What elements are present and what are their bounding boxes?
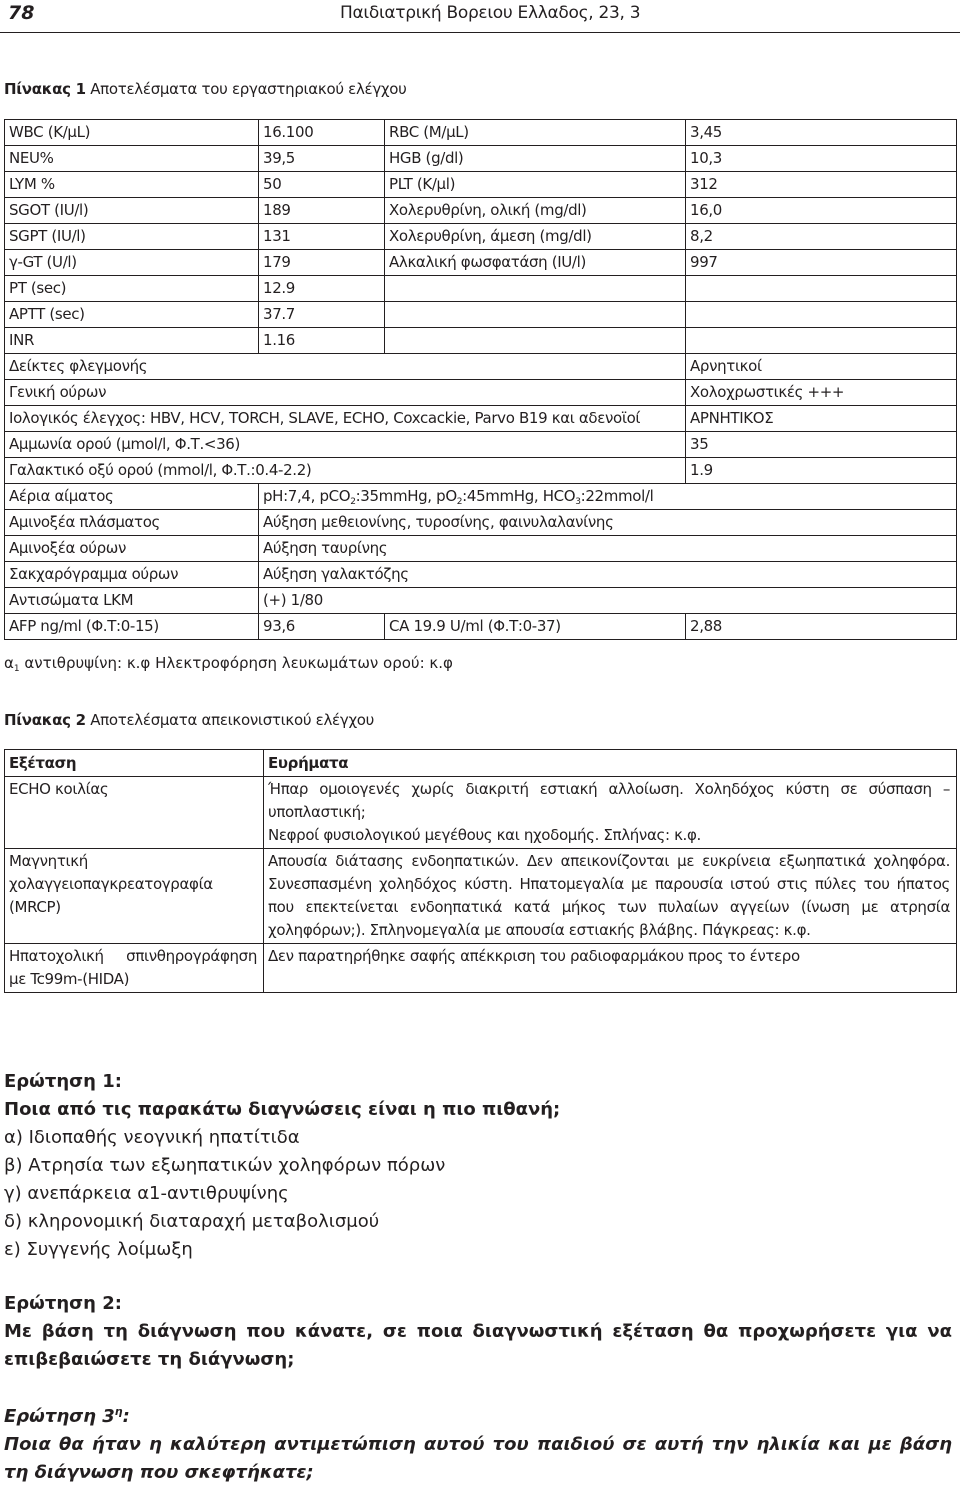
table-cell: 39,5 [259,146,385,172]
question-1-options [4,1124,952,1264]
table-cell: Χολερυθρίνη, ολική (mg/dl) [385,198,686,224]
table-cell: 35 [686,432,957,458]
table-row [5,302,957,328]
table-row [5,510,957,536]
blood-gas-values: pH:7,4, pCO$_2$:35mmHg, $pO_2:45mmHg$, $HCO_3:22mmol/l$ [259,484,957,510]
table-row [5,944,957,993]
page-number: 78 [8,2,35,24]
table-row [5,484,957,510]
table-cell: Αύξηση μεθειονίνης, τυροσίνης, φαινυλαλανίνης [259,510,957,536]
table-cell: Αμινοξέα ούρων [5,536,259,562]
table-cell: Αύξηση γαλακτόζης [259,562,957,588]
empty-cell [385,276,686,302]
table-row [5,614,957,640]
table-cell: SGPT (IU/l) [5,224,259,250]
question-1-text: Ποια από τις παρακάτω διαγνώσεις είναι η πιο πιθανή; [4,1099,561,1120]
table-cell: Αλκαλική φωσφατάση (IU/l) [385,250,686,276]
table-cell: 312 [686,172,957,198]
table-row [5,562,957,588]
table-row [5,250,957,276]
table1-caption-text: Αποτελέσματα του εργαστηριακού ελέγχου [85,80,407,98]
table-row [5,198,957,224]
table-cell: 179 [259,250,385,276]
table-cell: Ιολογικός έλεγχος: HBV, HCV, TORCH, SLAVE, ECHO, Coxcackie, Parvo B19 και αδενοϊοί [5,406,686,432]
table-cell: 8,2 [686,224,957,250]
table-cell: 997 [686,250,957,276]
table-cell: Γενική ούρων [5,380,686,406]
table-cell: Γαλακτικό οξύ ορού (mmol/l, Φ.Τ.:0.4-2.2) [5,458,686,484]
table-cell: 37.7 [259,302,385,328]
table-cell: γ-GT (U/l) [5,250,259,276]
question-3 [4,1398,952,1487]
table-cell: 12.9 [259,276,385,302]
table-cell: Αμινοξέα πλάσματος [5,510,259,536]
question-2 [4,1290,952,1374]
table-cell: Αρνητικοί [686,354,957,380]
table-cell: 131 [259,224,385,250]
table-cell: 189 [259,198,385,224]
table-row [5,276,957,302]
table2-caption-text: Αποτελέσματα απεικονιστικού ελέγχου [85,711,375,729]
imaging-results-table [4,749,957,993]
table-cell: APTT (sec) [5,302,259,328]
findings-cell [264,849,957,944]
lab-results-table [4,119,957,640]
table-cell: PLT (K/μl) [385,172,686,198]
table-cell: Αέρια αίματος [5,484,259,510]
finding-text: Νεφροί φυσιολογικού μεγέθους και ηχοδομής. Σπλήνας: κ.φ. [268,826,701,844]
table1-footnote: $\alpha_1$ αντιθρυψίνη: κ.φ Ηλεκτροφόρηση λευκωμάτων ορού: κ.φ [4,654,453,674]
table-cell: Αντισώματα LKM [5,588,259,614]
empty-cell [385,328,686,354]
table-cell: Χολοχρωστικές +++ [686,380,957,406]
question-3-title: Ερώτηση $3^\eta$: [4,1405,130,1427]
exam-cell: ECHO κοιλίας [5,777,264,849]
question-1-title: Ερώτηση 1: [4,1071,122,1092]
table-cell: CA 19.9 U/ml (Φ.Τ:0-37) [385,614,686,640]
table-cell: INR [5,328,259,354]
table2-caption-label: Πίνακας 2 [4,711,86,729]
table-row [5,406,957,432]
question-2-title: Ερώτηση 2: [4,1293,122,1314]
finding-text: Ήπαρ ομοιογενές χωρίς διακριτή εστιακή αλλοίωση. Χοληδόχος κύστη σε σύσπαση –υποπλαστική; [268,780,950,821]
question-3-text: Ποια θα ήταν η καλύτερη αντιμετώπιση αυτού του παιδιού σε αυτή την ηλικία και με βάση τη διάγνωση που σκεφτήκατε; [4,1434,952,1483]
findings-cell [264,777,957,849]
table-row [5,380,957,406]
table-cell: 10,3 [686,146,957,172]
empty-cell [385,302,686,328]
exam-cell: Μαγνητική χολαγγειοπαγκρεατογραφία (MRCP) [5,849,264,944]
table-cell: Δείκτες φλεγμονής [5,354,686,380]
table-cell: PT (sec) [5,276,259,302]
table-cell: ΑΡΝΗΤΙΚΟΣ [686,406,957,432]
table-row [5,354,957,380]
header-findings: Ευρήματα [264,750,957,777]
table-row [5,432,957,458]
table-cell: 1.16 [259,328,385,354]
table-row [5,777,957,849]
journal-title: Παιδιατρική Βορειου Ελλαδος, 23, 3 [340,3,641,23]
answer-option: ε) Συγγενής λοίμωξη [4,1239,193,1260]
table1-caption [4,80,407,98]
table-cell: 16,0 [686,198,957,224]
table-header-row [5,750,957,777]
table-row [5,172,957,198]
empty-cell [686,302,957,328]
table-cell: 16.100 [259,120,385,146]
finding-text: Δεν παρατηρήθηκε σαφής απέκκριση του ραδιοφαρμάκου προς το έντερο [268,947,800,965]
table-cell: Σακχαρόγραμμα ούρων [5,562,259,588]
empty-cell [686,276,957,302]
table-row [5,146,957,172]
question-1 [4,1068,952,1264]
table1-caption-label: Πίνακας 1 [4,80,86,98]
table-cell: AFP ng/ml (Φ.Τ:0-15) [5,614,259,640]
table-cell: Χολερυθρίνη, άμεση (mg/dl) [385,224,686,250]
table-cell: Αμμωνία ορού (μmol/l, Φ.Τ.<36) [5,432,686,458]
empty-cell [686,328,957,354]
findings-cell [264,944,957,993]
table-cell: (+) 1/80 [259,588,957,614]
table-cell: 2,88 [686,614,957,640]
answer-option: β) Ατρησία των εξωηπατικών χοληφόρων πόρων [4,1155,446,1176]
finding-text: Απουσία διάτασης ενδοηπατικών. Δεν απεικονίζονται με ευκρίνεια εξωηπατικά χοληφόρα. Συνεσπασμένη χοληδόχος κύστη. Ηπατομεγαλία με παρουσία ιστού στις πύλες του ήπατος που επεκτείνεται ενδοηπατικά κατά μήκος των πυλαίων αγγείων (ίνωση με ατρησία χοληφόρων;). Σπληνομεγαλία με απουσία εστιακής βλάβης. Πάγκρεας: κ.φ. [268,852,950,939]
table-row [5,328,957,354]
table-cell: HGB (g/dl) [385,146,686,172]
header-rule [0,32,960,33]
table-row [5,458,957,484]
table-cell: LYM % [5,172,259,198]
table-cell: 93,6 [259,614,385,640]
table-cell: Αύξηση ταυρίνης [259,536,957,562]
table-row [5,536,957,562]
table-row [5,224,957,250]
page-header [0,0,960,34]
table-cell: RBC (M/μL) [385,120,686,146]
table-cell: 1.9 [686,458,957,484]
table-cell: 3,45 [686,120,957,146]
table-row [5,120,957,146]
answer-option: δ) κληρονομική διαταραχή μεταβολισμού [4,1211,380,1232]
answer-option: α) Ιδιοπαθής νεογνική ηπατίτιδα [4,1127,300,1148]
question-2-text: Με βάση τη διάγνωση που κάνατε, σε ποια διαγνωστική εξέταση θα προχωρήσετε για να επιβεβαιώσετε τη διάγνωση; [4,1321,952,1370]
table-row [5,588,957,614]
exam-cell: Ηπατοχολική σπινθηρογράφηση με Tc99m-(HIDA) [5,944,264,993]
answer-option: γ) ανεπάρκεια α1-αντιθρυψίνης [4,1183,289,1204]
table-cell: WBC (K/μL) [5,120,259,146]
table-cell: SGOT (IU/l) [5,198,259,224]
table2-caption [4,711,374,729]
header-exam: Εξέταση [5,750,264,777]
table-cell: NEU% [5,146,259,172]
table-cell: 50 [259,172,385,198]
table-row [5,849,957,944]
